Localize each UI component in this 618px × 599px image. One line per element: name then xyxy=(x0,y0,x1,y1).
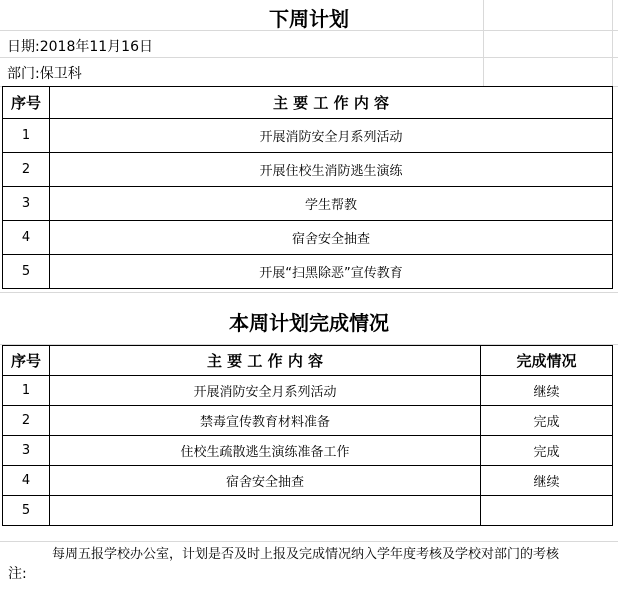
row-no: 5 xyxy=(3,496,50,526)
row-status: 完成 xyxy=(481,406,613,436)
row-no: 3 xyxy=(3,436,50,466)
row-no: 3 xyxy=(3,187,50,221)
row-no: 4 xyxy=(3,221,50,255)
this-week-table xyxy=(2,345,613,526)
row-content: 开展消防安全月系列活动 xyxy=(50,119,613,153)
row-no: 1 xyxy=(3,119,50,153)
gridline xyxy=(0,57,618,58)
row-content: 开展“扫黑除恶”宣传教育 xyxy=(50,255,613,289)
row-content: 学生帮教 xyxy=(50,187,613,221)
row-status: 继续 xyxy=(481,466,613,496)
table-row xyxy=(3,436,613,466)
row-content: 开展消防安全月系列活动 xyxy=(50,376,481,406)
row-content: 禁毒宣传教育材料准备 xyxy=(50,406,481,436)
table-row xyxy=(3,496,613,526)
table-row xyxy=(3,221,613,255)
next-week-table xyxy=(2,86,613,289)
date-row xyxy=(7,36,153,56)
row-status: 完成 xyxy=(481,436,613,466)
gridline xyxy=(0,292,618,293)
row-content: 住校生疏散逃生演练准备工作 xyxy=(50,436,481,466)
row-status xyxy=(481,496,613,526)
row-status: 继续 xyxy=(481,376,613,406)
date-value: 2018年11月16日 xyxy=(39,39,153,55)
gridline xyxy=(0,541,618,542)
table-row xyxy=(3,376,613,406)
table-row xyxy=(3,466,613,496)
table-row xyxy=(3,406,613,436)
row-content xyxy=(50,496,481,526)
header-content: 主 要 工 作 内 容 xyxy=(50,346,481,376)
note-text: 每周五报学校办公室，计划是否及时上报及完成情况纳入学年度考核及学校对部门的考核 xyxy=(52,547,560,562)
table-header-row xyxy=(3,346,613,376)
page-title: 下周计划 xyxy=(269,7,349,31)
table-row xyxy=(3,187,613,221)
table-header-row xyxy=(3,87,613,119)
row-no: 2 xyxy=(3,153,50,187)
header-no: 序号 xyxy=(3,346,50,376)
department-value: 保卫科 xyxy=(39,66,82,82)
department-row xyxy=(7,63,82,83)
header-status: 完成情况 xyxy=(481,346,613,376)
row-no: 5 xyxy=(3,255,50,289)
date-label: 日期: xyxy=(7,39,40,55)
table-row xyxy=(3,153,613,187)
department-label: 部门: xyxy=(7,66,40,82)
row-content: 宿舍安全抽查 xyxy=(50,466,481,496)
section-title: 本周计划完成情况 xyxy=(229,311,389,335)
note-label: 注: xyxy=(8,566,27,582)
row-content: 宿舍安全抽查 xyxy=(50,221,613,255)
row-no: 1 xyxy=(3,376,50,406)
header-content: 主 要 工 作 内 容 xyxy=(50,87,613,119)
row-no: 2 xyxy=(3,406,50,436)
table-row xyxy=(3,119,613,153)
table-row xyxy=(3,255,613,289)
header-no: 序号 xyxy=(3,87,50,119)
row-content: 开展住校生消防逃生演练 xyxy=(50,153,613,187)
row-no: 4 xyxy=(3,466,50,496)
